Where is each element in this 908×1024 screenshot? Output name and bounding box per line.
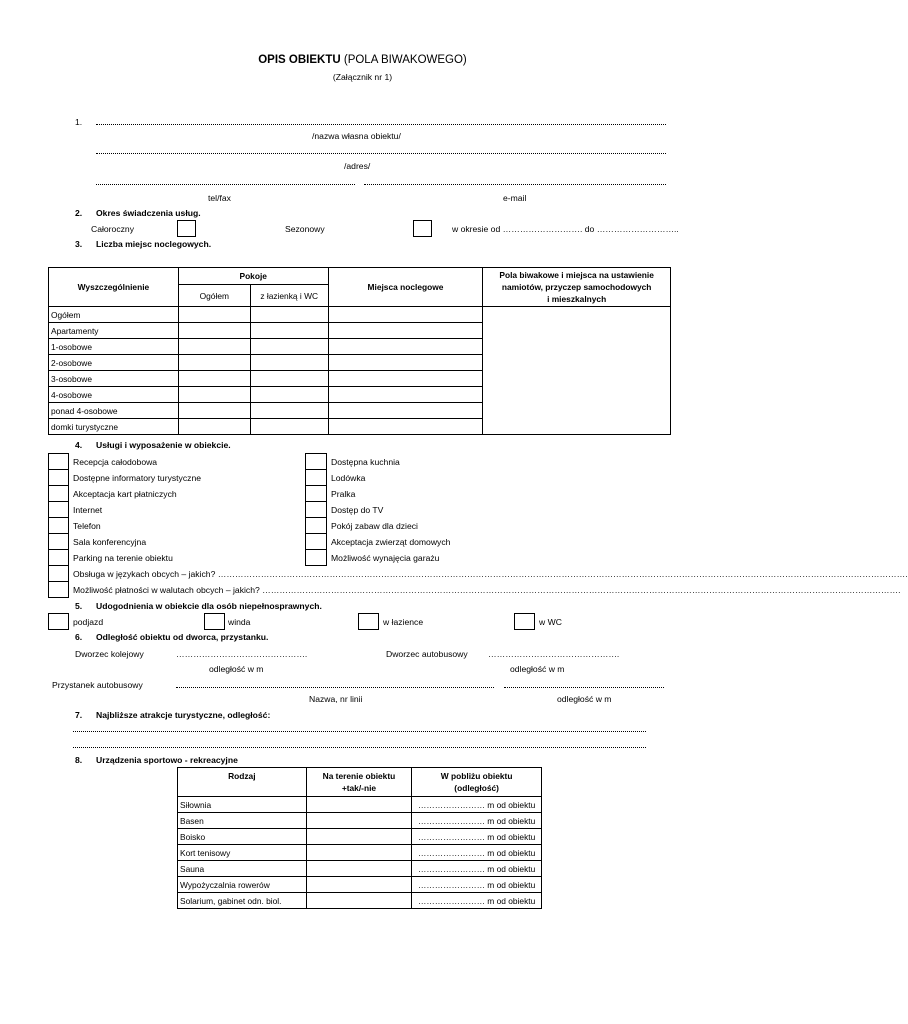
ramp-checkbox[interactable] <box>48 613 69 630</box>
service-checkbox[interactable] <box>305 453 327 470</box>
distance-cell[interactable]: …………………… m od obiektu <box>412 877 542 893</box>
onsite-cell[interactable] <box>306 797 412 813</box>
table-cell[interactable] <box>178 419 250 435</box>
onsite-cell[interactable] <box>306 813 412 829</box>
table-row-label: Kort tenisowy <box>178 845 307 861</box>
service-label: Lodówka <box>331 473 366 483</box>
table-cell[interactable] <box>250 419 328 435</box>
elevator-checkbox[interactable] <box>204 613 225 630</box>
header-camping: Pola biwakowe i miejsca na ustawienie namiotów, przyczep samochodowych i mieszkalnych <box>483 268 671 307</box>
object-name-label: /nazwa własna obiektu/ <box>312 131 401 141</box>
service-label: Recepcja całodobowa <box>73 457 158 467</box>
table-row-label: Siłownia <box>178 797 307 813</box>
service-checkbox[interactable] <box>305 517 327 534</box>
bus-station-distance-label: odległość w m <box>510 664 565 674</box>
service-label: Akceptacja kart płatniczych <box>73 489 177 499</box>
distance-cell[interactable]: …………………… m od obiektu <box>412 893 542 909</box>
service-label: Możliwość wynajęcia garażu <box>331 553 440 563</box>
service-label: Dostęp do TV <box>331 505 384 515</box>
service-checkbox[interactable] <box>305 501 327 518</box>
table-cell[interactable] <box>178 307 250 323</box>
table-cell[interactable] <box>250 323 328 339</box>
page-subtitle: (Załącznik nr 1) <box>332 72 393 82</box>
distance-cell[interactable]: …………………… m od obiektu <box>412 813 542 829</box>
section-7-number: 7. <box>75 710 83 720</box>
table-cell[interactable] <box>328 307 483 323</box>
distance-cell[interactable]: …………………… m od obiektu <box>412 797 542 813</box>
service-checkbox[interactable] <box>305 469 327 486</box>
year-round-label: Całoroczny <box>91 224 134 234</box>
table-cell[interactable] <box>178 387 250 403</box>
table-cell[interactable] <box>328 339 483 355</box>
table-cell[interactable] <box>250 355 328 371</box>
header-kind: Rodzaj <box>178 768 307 797</box>
table-row-label: 4-osobowe <box>49 387 179 403</box>
service-label: Parking na terenie obiektu <box>73 553 173 563</box>
bus-stop-label: Przystanek autobusowy <box>52 680 143 690</box>
bus-stop-line-field[interactable] <box>176 687 494 688</box>
table-cell[interactable] <box>178 403 250 419</box>
table-row-label: Ogółem <box>49 307 179 323</box>
attractions-field-1[interactable] <box>73 731 646 732</box>
distance-cell[interactable]: …………………… m od obiektu <box>412 845 542 861</box>
section-6-number: 6. <box>75 632 83 642</box>
table-row-label: Boisko <box>178 829 307 845</box>
service-label: Telefon <box>73 521 101 531</box>
table-cell[interactable] <box>328 371 483 387</box>
table-row-label: Wypożyczalnia rowerów <box>178 877 307 893</box>
header-specification: Wyszczególnienie <box>49 268 179 307</box>
header-onsite: Na terenie obiektu +tak/-nie <box>306 768 412 797</box>
bathroom-checkbox[interactable] <box>358 613 379 630</box>
service-label: Pokój zabaw dla dzieci <box>331 521 418 531</box>
wc-checkbox[interactable] <box>514 613 535 630</box>
table-cell[interactable] <box>178 355 250 371</box>
section-1-number: 1. <box>75 117 83 127</box>
table-cell[interactable] <box>328 387 483 403</box>
bus-stop-distance-field[interactable] <box>504 687 664 688</box>
service-label: Sala konferencyjna <box>73 537 147 547</box>
header-beds: Miejsca noclegowe <box>328 268 483 307</box>
distance-cell[interactable]: …………………… m od obiektu <box>412 829 542 845</box>
seasonal-checkbox[interactable] <box>413 220 432 237</box>
table-row-label: 3-osobowe <box>49 371 179 387</box>
address-field[interactable] <box>96 153 666 154</box>
bus-station-label: Dworzec autobusowy <box>386 649 468 659</box>
service-label: Dostępne informatory turystyczne <box>73 473 202 483</box>
section-4-title: Usługi i wyposażenie w obiekcie. <box>96 440 231 450</box>
sports-table <box>177 767 542 909</box>
table-cell[interactable] <box>250 387 328 403</box>
service-label: Internet <box>73 505 103 515</box>
table-cell[interactable] <box>328 355 483 371</box>
table-row-label: Solarium, gabinet odn. biol. <box>178 893 307 909</box>
table-cell[interactable] <box>328 419 483 435</box>
table-row-label: ponad 4-osobowe <box>49 403 179 419</box>
section-4-number: 4. <box>75 440 83 450</box>
accommodation-table <box>48 267 671 435</box>
train-station-field[interactable]: ………………………………………. <box>176 649 308 659</box>
table-cell[interactable] <box>178 371 250 387</box>
section-5-number: 5. <box>75 601 83 611</box>
tel-fax-label: tel/fax <box>208 193 231 203</box>
table-cell[interactable] <box>250 307 328 323</box>
table-row-label: Apartamenty <box>49 323 179 339</box>
email-label: e-mail <box>503 193 527 203</box>
table-row-label: Basen <box>178 813 307 829</box>
section-3-title: Liczba miejsc noclegowych. <box>96 239 212 249</box>
onsite-cell[interactable] <box>306 893 412 909</box>
section-8-title: Urządzenia sportowo - rekreacyjne <box>96 755 238 765</box>
table-row-label: 2-osobowe <box>49 355 179 371</box>
service-checkbox[interactable] <box>48 485 69 502</box>
line-name-label: Nazwa, nr linii <box>309 694 363 704</box>
service-checkbox[interactable] <box>48 533 69 550</box>
section-7-title: Najbliższe atrakcje turystyczne, odległość: <box>96 710 271 720</box>
table-cell[interactable] <box>328 323 483 339</box>
table-cell[interactable] <box>178 339 250 355</box>
languages-field[interactable]: Obsługa w językach obcych – jakich? ……………………………………………………………………………………………………………………………………………………………………………………………………………………. <box>73 569 908 579</box>
table-row-label: 1-osobowe <box>49 339 179 355</box>
header-rooms-total: Ogółem <box>178 285 250 307</box>
object-name-field[interactable] <box>96 124 666 125</box>
distance-cell[interactable]: …………………… m od obiektu <box>412 861 542 877</box>
camping-cell[interactable] <box>483 307 671 435</box>
service-label: Pralka <box>331 489 356 499</box>
service-checkbox[interactable] <box>48 469 69 486</box>
onsite-cell[interactable] <box>306 861 412 877</box>
section-2-number: 2. <box>75 208 83 218</box>
table-cell[interactable] <box>250 403 328 419</box>
header-nearby: W pobliżu obiektu (odległość) <box>412 768 542 797</box>
onsite-cell[interactable] <box>306 829 412 845</box>
bathroom-label: w łazience <box>383 617 424 627</box>
tel-fax-field[interactable] <box>96 184 355 185</box>
table-cell[interactable] <box>250 339 328 355</box>
section-2-title: Okres świadczenia usług. <box>96 208 201 218</box>
table-cell[interactable] <box>178 323 250 339</box>
service-checkbox[interactable] <box>48 501 69 518</box>
bus-station-field[interactable]: ………………………………………. <box>488 649 620 659</box>
table-row-label: domki turystyczne <box>49 419 179 435</box>
section-5-title: Udogodnienia w obiekcie dla osób niepełnosprawnych. <box>96 601 322 611</box>
service-checkbox[interactable] <box>48 581 69 598</box>
table-cell[interactable] <box>250 371 328 387</box>
email-field[interactable] <box>364 184 666 185</box>
ramp-label: podjazd <box>73 617 104 627</box>
train-station-label: Dworzec kolejowy <box>75 649 144 659</box>
service-checkbox[interactable] <box>48 517 69 534</box>
address-label: /adres/ <box>344 161 371 171</box>
elevator-label: winda <box>228 617 251 627</box>
service-checkbox[interactable] <box>305 485 327 502</box>
table-cell[interactable] <box>328 403 483 419</box>
currencies-field[interactable]: Możliwość płatności w walutach obcych – jakich? ……………………………………………………………………………………………………………………………………………………………………………………………………. <box>73 585 901 595</box>
service-label: Dostępna kuchnia <box>331 457 400 467</box>
wc-label: w WC <box>539 617 562 627</box>
attractions-field-2[interactable] <box>73 747 646 748</box>
service-checkbox[interactable] <box>48 453 69 470</box>
section-6-title: Odległość obiektu od dworca, przystanku. <box>96 632 269 642</box>
train-distance-label: odległość w m <box>209 664 264 674</box>
header-rooms-bath: z łazienką i WC <box>250 285 328 307</box>
seasonal-label: Sezonowy <box>285 224 325 234</box>
service-checkbox[interactable] <box>48 565 69 582</box>
section-8-number: 8. <box>75 755 83 765</box>
service-checkbox[interactable] <box>305 549 327 566</box>
onsite-cell[interactable] <box>306 845 412 861</box>
season-period: w okresie od ………………………. do ……………………….. <box>452 224 679 234</box>
year-round-checkbox[interactable] <box>177 220 196 237</box>
service-checkbox[interactable] <box>48 549 69 566</box>
section-3-number: 3. <box>75 239 83 249</box>
service-checkbox[interactable] <box>305 533 327 550</box>
bus-stop-distance-label: odległość w m <box>557 694 612 704</box>
header-rooms: Pokoje <box>178 268 328 285</box>
page-title: OPIS OBIEKTU (POLA BIWAKOWEGO) <box>258 54 467 66</box>
onsite-cell[interactable] <box>306 877 412 893</box>
table-row-label: Sauna <box>178 861 307 877</box>
service-label: Akceptacja zwierząt domowych <box>331 537 451 547</box>
